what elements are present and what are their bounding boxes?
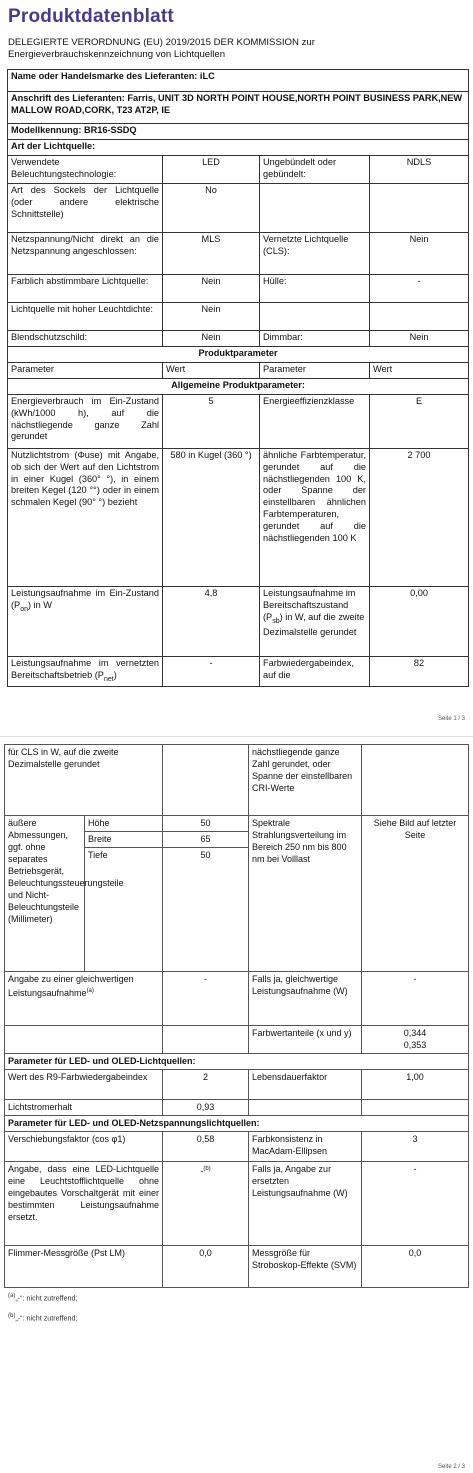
empty-cell <box>163 1026 249 1054</box>
value-header: Wert <box>163 363 260 379</box>
energy-value: 5 <box>163 395 260 449</box>
dpf-value: 0,58 <box>163 1132 249 1162</box>
footnote-b: $^{(b)}$„-“: nicht zutreffend; <box>8 1313 78 1323</box>
bundled-value: NDLS <box>370 156 469 184</box>
page-divider <box>0 736 473 737</box>
flux-label: Nutzlichtstrom (Φuse) mit Angabe, ob sich der Wert auf den Lichtstrom in einer Kugel (360° °), in einem breiten Kegel (120 °°) oder in einem schmalen Kegel (90° °) bezieht <box>8 449 163 587</box>
spectral-label: Spektrale Strahlungsverteilung im Bereich 250 nm bis 800 nm bei Volllast <box>249 816 362 972</box>
survival-label: Lebensdauerfaktor <box>249 1070 362 1100</box>
height-value: 50 <box>163 816 249 832</box>
cls-label: Vernetzte Lichtquelle (CLS): <box>260 233 370 275</box>
page-title: Produktdatenblatt <box>8 6 174 27</box>
empty-cell <box>5 1026 163 1054</box>
psb-label: Leistungsaufnahme im Bereitschaftszustand $(P_{sb})$ in W, auf die zweite Dezimalstelle gerundet <box>260 587 370 657</box>
width-label: Breite <box>85 832 163 848</box>
cri-value: 82 <box>370 657 469 687</box>
energy-label: Energieverbrauch im Ein-Zustand (kWh/1000 h), auf die nächstliegende ganze Zahl gerundet <box>8 395 163 449</box>
page-footer: Seite 2 / 3 <box>438 1464 466 1470</box>
envelope-value: - <box>370 275 469 303</box>
empty-cell <box>249 1100 362 1116</box>
pon-label: Leistungsaufnahme im Ein-Zustand $(P_{on})$ in W <box>8 587 163 657</box>
tunable-label: Farblich abstimmbare Lichtquelle: <box>8 275 163 303</box>
dpf-label: Verschiebungsfaktor (cos φ1) <box>5 1132 163 1162</box>
socket-label: Art des Sockels der Lichtquelle (oder andere elektrische Schnittstelle) <box>8 184 163 233</box>
param-header: Parameter <box>8 363 163 379</box>
height-label: Höhe <box>85 816 163 832</box>
equiv-label: Angabe zu einer gleichwertigen Leistungsaufnahme$^{(a)}$ <box>5 972 163 1026</box>
flux-value: 580 in Kugel (360 °) <box>163 449 260 587</box>
envelope-label: Hülle: <box>260 275 370 303</box>
maint-value: 0,93 <box>163 1100 249 1116</box>
datasheet-page-2 <box>0 738 473 1473</box>
depth-label: Tiefe <box>85 848 163 972</box>
mains-params-heading: Parameter für LED- und OLED-Netzspannungslichtquellen: <box>5 1116 469 1132</box>
psb-value: 0,00 <box>370 587 469 657</box>
cct-label: ähnliche Farbtemperatur, gerundet auf die nächstliegenden 100 K, oder Spanne der einstellbaren ähnlichen Farbtemperaturen, gerundet auf die nächstliegenden 100 K <box>260 449 370 587</box>
replace-value: -$^{(b)}$ <box>163 1162 249 1246</box>
maint-label: Lichtstromerhalt <box>5 1100 163 1116</box>
width-value: 65 <box>163 832 249 848</box>
tunable-value: Nein <box>163 275 260 303</box>
dimmable-value: Nein <box>370 331 469 347</box>
equiv-power-value: - <box>362 972 469 1026</box>
empty-cell <box>370 303 469 331</box>
datasheet-table-2 <box>4 744 469 1288</box>
tech-label: Verwendete Beleuchtungstechnologie: <box>8 156 163 184</box>
cct-value: 2 700 <box>370 449 469 587</box>
empty-cell <box>362 1100 469 1116</box>
glare-value: Nein <box>163 331 260 347</box>
value-header: Wert <box>370 363 469 379</box>
flicker-value: 0,0 <box>163 1246 249 1288</box>
macadam-value: 3 <box>362 1132 469 1162</box>
socket-value: No <box>163 184 260 233</box>
empty-cell <box>362 745 469 816</box>
mains-label: Netzspannung/Nicht direkt an die Netzspannung angeschlossen: <box>8 233 163 275</box>
model-identifier: Modellkennung: BR16-SSDQ <box>8 124 469 140</box>
flicker-label: Flimmer-Messgröße (Pst LM) <box>5 1246 163 1288</box>
pnet-label: Leistungsaufnahme im vernetzten Bereitschaftsbetrieb $(P_{net})$ <box>8 657 163 687</box>
highlum-label: Lichtquelle mit hoher Leuchtdichte: <box>8 303 163 331</box>
param-header: Parameter <box>260 363 370 379</box>
cri-label: Farbwiedergabeindex, auf die <box>260 657 370 687</box>
chroma-label: Farbwertanteile (x und y) <box>249 1026 362 1054</box>
survival-value: 1,00 <box>362 1070 469 1100</box>
eclass-value: E <box>370 395 469 449</box>
r9-value: 2 <box>163 1070 249 1100</box>
pon-value: 4,8 <box>163 587 260 657</box>
dimmable-label: Dimmbar: <box>260 331 370 347</box>
empty-cell <box>163 745 249 816</box>
macadam-label: Farbkonsistenz in MacAdam-Ellipsen <box>249 1132 362 1162</box>
eclass-label: Energieeffizienzklasse <box>260 395 370 449</box>
chroma-values: 0,344 0,353 <box>362 1026 469 1054</box>
pnet-value: - <box>163 657 260 687</box>
replace-label: Angabe, dass eine LED-Lichtquelle eine Leuchtstofflichtquelle ohne eingebautes Vorschaltgerät mit einer bestimmten Leistungsaufnahme ersetzt. <box>5 1162 163 1246</box>
mains-value: MLS <box>163 233 260 275</box>
datasheet-table-1 <box>7 69 469 687</box>
replace-power-value: - <box>362 1162 469 1246</box>
strobo-value: 0,0 <box>362 1246 469 1288</box>
spectral-value: Siehe Bild auf letzter Seite <box>362 816 469 972</box>
equiv-value: - <box>163 972 249 1026</box>
supplier-name: Name oder Handelsmarke des Lieferanten: iLC <box>8 70 469 92</box>
highlum-value: Nein <box>163 303 260 331</box>
regulation-intro: DELEGIERTE VERORDNUNG (EU) 2019/2015 DER KOMMISSION zur Energieverbrauchskennzeichnung von Lichtquellen <box>8 37 315 60</box>
equiv-power-label: Falls ja, gleichwertige Leistungsaufnahme (W) <box>249 972 362 1026</box>
empty-cell <box>260 184 370 233</box>
pnet-continued: für CLS in W, auf die zweite Dezimalstelle gerundet <box>5 745 163 816</box>
dimensions-label: äußere Abmessungen, ggf. ohne separates Betriebsgerät, Beleuchtungssteuerungsteile und Nicht-Beleuchtungsteile (Millimeter) <box>5 816 85 972</box>
empty-cell <box>260 303 370 331</box>
bundled-label: Ungebündelt oder gebündelt: <box>260 156 370 184</box>
led-params-heading: Parameter für LED- und OLED-Lichtquellen: <box>5 1054 469 1070</box>
cls-value: Nein <box>370 233 469 275</box>
page-footer: Seite 1 / 3 <box>438 716 466 722</box>
strobo-label: Messgröße für Stroboskop-Effekte (SVM) <box>249 1246 362 1288</box>
general-params-heading: Allgemeine Produktparameter: <box>8 379 469 395</box>
product-params-heading: Produktparameter <box>8 347 469 363</box>
r9-label: Wert des R9-Farbwiedergabeindex <box>5 1070 163 1100</box>
depth-value: 50 <box>163 848 249 972</box>
glare-label: Blendschutzschild: <box>8 331 163 347</box>
cri-continued: nächstliegende ganze Zahl gerundet, oder Spanne der einstellbaren CRI-Werte <box>249 745 362 816</box>
supplier-address: Anschrift des Lieferanten: Farris, UNIT 3D NORTH POINT HOUSE,NORTH POINT BUSINESS PARK,NEW MALLOW ROAD,CORK, T23 AT2P, IE <box>8 92 469 124</box>
tech-value: LED <box>163 156 260 184</box>
footnote-a: $^{(a)}$„-“: nicht zutreffend; <box>8 1293 78 1303</box>
light-source-type-heading: Art der Lichtquelle: <box>8 140 469 156</box>
empty-cell <box>370 184 469 233</box>
replace-power-label: Falls ja, Angabe zur ersetzten Leistungsaufnahme (W) <box>249 1162 362 1246</box>
